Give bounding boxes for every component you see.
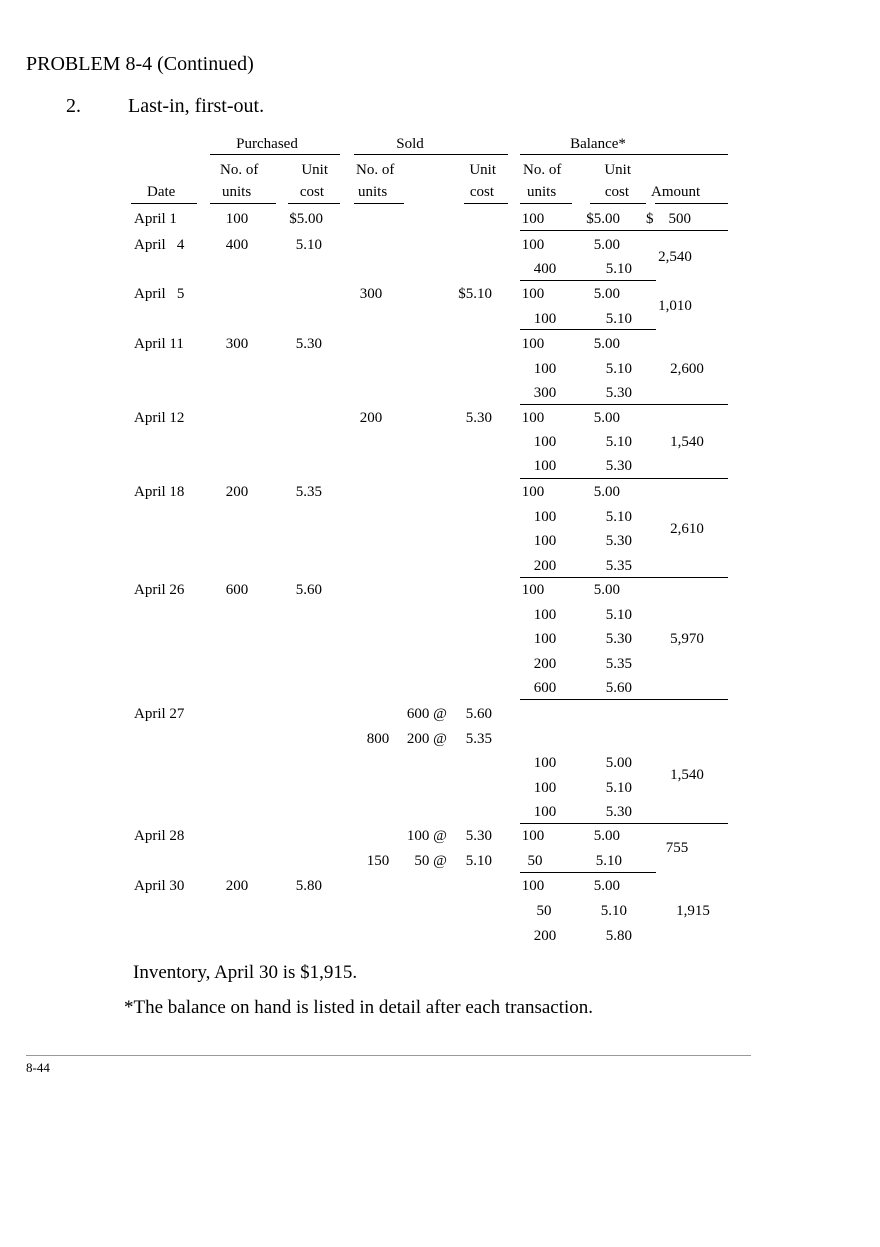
header-purchased-units-1: No. of	[220, 162, 259, 178]
row-purchased-cost: 5.80	[295, 878, 322, 894]
balance-cost: 5.10	[605, 361, 632, 377]
header-sold-cost-rule	[464, 203, 508, 204]
group-balance-rule	[520, 154, 728, 155]
balance-units: 200	[533, 656, 557, 672]
balance-cost: 5.00	[593, 878, 620, 894]
header-purchased-cost-rule	[288, 203, 340, 204]
row-purchased-units: 600	[225, 582, 249, 598]
balance-cost: 5.30	[605, 533, 632, 549]
balance-cost: 5.10	[605, 261, 632, 277]
balance-units: 50	[527, 853, 543, 869]
balance-units: 50	[536, 903, 552, 919]
row-date: April 26	[134, 582, 185, 598]
header-purchased-cost-1: Unit	[301, 162, 328, 178]
balance-units: 300	[533, 385, 557, 401]
balance-units: 100	[521, 336, 545, 352]
balance-cost: 5.10	[605, 780, 632, 796]
balance-units: 100	[521, 878, 545, 894]
row-date: April 11	[134, 336, 184, 352]
row-divider	[520, 280, 656, 281]
row-divider	[520, 230, 728, 231]
balance-units: 100	[533, 311, 557, 327]
balance-units: 100	[533, 804, 557, 820]
row-divider	[520, 329, 656, 330]
row-purchased-cost: 5.10	[295, 237, 322, 253]
row-sold-cost: 5.30	[465, 410, 492, 426]
balance-units: 200	[533, 558, 557, 574]
group-purchased: Purchased	[236, 136, 298, 152]
balance-cost: 5.00	[593, 828, 620, 844]
group-sold: Sold	[396, 136, 424, 152]
balance-cost: 5.30	[605, 385, 632, 401]
header-sold-units-rule	[354, 203, 404, 204]
balance-cost: 5.60	[605, 680, 632, 696]
balance-units: 100	[533, 509, 557, 525]
balance-cost: 5.35	[605, 558, 632, 574]
row-divider	[520, 823, 728, 824]
inventory-summary: Inventory, April 30 is $1,915.	[133, 962, 358, 983]
balance-cost: 5.35	[605, 656, 632, 672]
header-sold-cost-1: Unit	[469, 162, 496, 178]
header-balance-units-1: No. of	[523, 162, 562, 178]
row-purchased-units: 200	[225, 878, 249, 894]
header-date: Date	[147, 184, 176, 200]
balance-amount: 2,600	[670, 361, 704, 377]
row-sold-cost: 5.30	[465, 828, 492, 844]
balance-cost: 5.80	[605, 928, 632, 944]
balance-units: 600	[533, 680, 557, 696]
balance-units: 100	[521, 211, 545, 227]
header-balance-cost-rule	[590, 203, 646, 204]
row-purchased-units: 100	[225, 211, 249, 227]
row-date: April 18	[134, 484, 185, 500]
row-date: April 12	[134, 410, 185, 426]
balance-cost: 5.10	[600, 903, 627, 919]
balance-cost: 5.00	[593, 336, 620, 352]
balance-cost: 5.00	[605, 755, 632, 771]
balance-units: 100	[521, 582, 545, 598]
header-balance-units-rule	[520, 203, 572, 204]
row-sold-cost: $5.10	[458, 286, 492, 302]
page-title: PROBLEM 8-4 (Continued)	[26, 53, 254, 75]
balance-amount: 755	[665, 840, 689, 856]
row-sold-units: 300	[359, 286, 383, 302]
balance-amount: 5,970	[670, 631, 704, 647]
row-purchased-units: 300	[225, 336, 249, 352]
header-balance-cost-1: Unit	[604, 162, 631, 178]
page-rule	[26, 1055, 751, 1056]
row-divider	[520, 872, 656, 873]
row-date: April 28	[134, 828, 185, 844]
balance-cost: 5.00	[593, 582, 620, 598]
header-amount-rule	[655, 203, 728, 204]
row-sold-detail: 600 @	[406, 706, 447, 722]
group-purchased-rule	[210, 154, 340, 155]
balance-amount: $ 500	[646, 211, 691, 227]
section-number: 2.	[66, 95, 81, 117]
header-purchased-cost-2: cost	[299, 184, 324, 200]
balance-cost: 5.00	[593, 484, 620, 500]
row-divider	[520, 699, 728, 700]
balance-cost: 5.10	[595, 853, 622, 869]
balance-units: 400	[533, 261, 557, 277]
header-sold-units-2: units	[358, 184, 388, 200]
row-sold-detail: 200 @	[406, 731, 447, 747]
balance-cost: 5.00	[593, 286, 620, 302]
header-purchased-units-rule	[210, 203, 276, 204]
balance-cost: 5.10	[605, 607, 632, 623]
header-purchased-units-2: units	[222, 184, 252, 200]
row-date: April 1	[134, 211, 177, 227]
row-divider	[520, 577, 728, 578]
row-sold-cost: 5.10	[465, 853, 492, 869]
section-title: Last-in, first-out.	[128, 95, 265, 117]
balance-units: 100	[533, 361, 557, 377]
row-sold-cost: 5.35	[465, 731, 492, 747]
balance-cost: 5.10	[605, 509, 632, 525]
balance-units: 100	[533, 458, 557, 474]
balance-cost: 5.00	[593, 237, 620, 253]
balance-units: 100	[533, 434, 557, 450]
balance-units: 100	[533, 755, 557, 771]
header-sold-cost-2: cost	[469, 184, 494, 200]
row-divider	[520, 404, 728, 405]
row-date: April 30	[134, 878, 185, 894]
header-balance-units-2: units	[527, 184, 557, 200]
header-sold-units-1: No. of	[356, 162, 395, 178]
row-purchased-units: 400	[225, 237, 249, 253]
balance-note: *The balance on hand is listed in detail after each transaction.	[124, 997, 594, 1018]
balance-units: 100	[533, 631, 557, 647]
balance-units: 100	[521, 484, 545, 500]
balance-units: 100	[533, 780, 557, 796]
row-sold-detail: 100 @	[406, 828, 447, 844]
row-sold-units: 150	[366, 853, 390, 869]
balance-cost: 5.30	[605, 804, 632, 820]
balance-cost: 5.10	[605, 311, 632, 327]
row-divider	[520, 478, 728, 479]
balance-amount: 1,915	[676, 903, 710, 919]
balance-units: 200	[533, 928, 557, 944]
group-sold-rule	[354, 154, 508, 155]
row-purchased-cost: $5.00	[289, 211, 323, 227]
balance-units: 100	[533, 533, 557, 549]
group-balance: Balance*	[570, 136, 626, 152]
balance-cost: 5.30	[605, 458, 632, 474]
header-balance-cost-2: cost	[604, 184, 629, 200]
page-number: 8-44	[26, 1060, 50, 1075]
balance-cost: 5.10	[605, 434, 632, 450]
balance-cost: 5.00	[593, 410, 620, 426]
row-date: April 5	[134, 286, 185, 302]
row-purchased-cost: 5.30	[295, 336, 322, 352]
row-sold-units: 800	[366, 731, 390, 747]
row-purchased-units: 200	[225, 484, 249, 500]
row-sold-cost: 5.60	[465, 706, 492, 722]
balance-units: 100	[533, 607, 557, 623]
balance-units: 100	[521, 286, 545, 302]
balance-amount: 2,610	[670, 521, 704, 537]
row-date: April 4	[134, 237, 185, 253]
row-sold-units: 200	[359, 410, 383, 426]
row-date: April 27	[134, 706, 185, 722]
row-purchased-cost: 5.60	[295, 582, 322, 598]
balance-units: 100	[521, 410, 545, 426]
balance-cost: 5.30	[605, 631, 632, 647]
balance-units: 100	[521, 828, 545, 844]
balance-amount: 1,010	[658, 298, 692, 314]
row-sold-detail: 50 @	[414, 853, 447, 869]
header-date-rule	[131, 203, 197, 204]
header-amount: Amount	[651, 184, 701, 200]
balance-amount: 1,540	[670, 767, 704, 783]
balance-amount: 2,540	[658, 249, 692, 265]
balance-amount: 1,540	[670, 434, 704, 450]
balance-cost: $5.00	[586, 211, 620, 227]
balance-units: 100	[521, 237, 545, 253]
row-purchased-cost: 5.35	[295, 484, 322, 500]
